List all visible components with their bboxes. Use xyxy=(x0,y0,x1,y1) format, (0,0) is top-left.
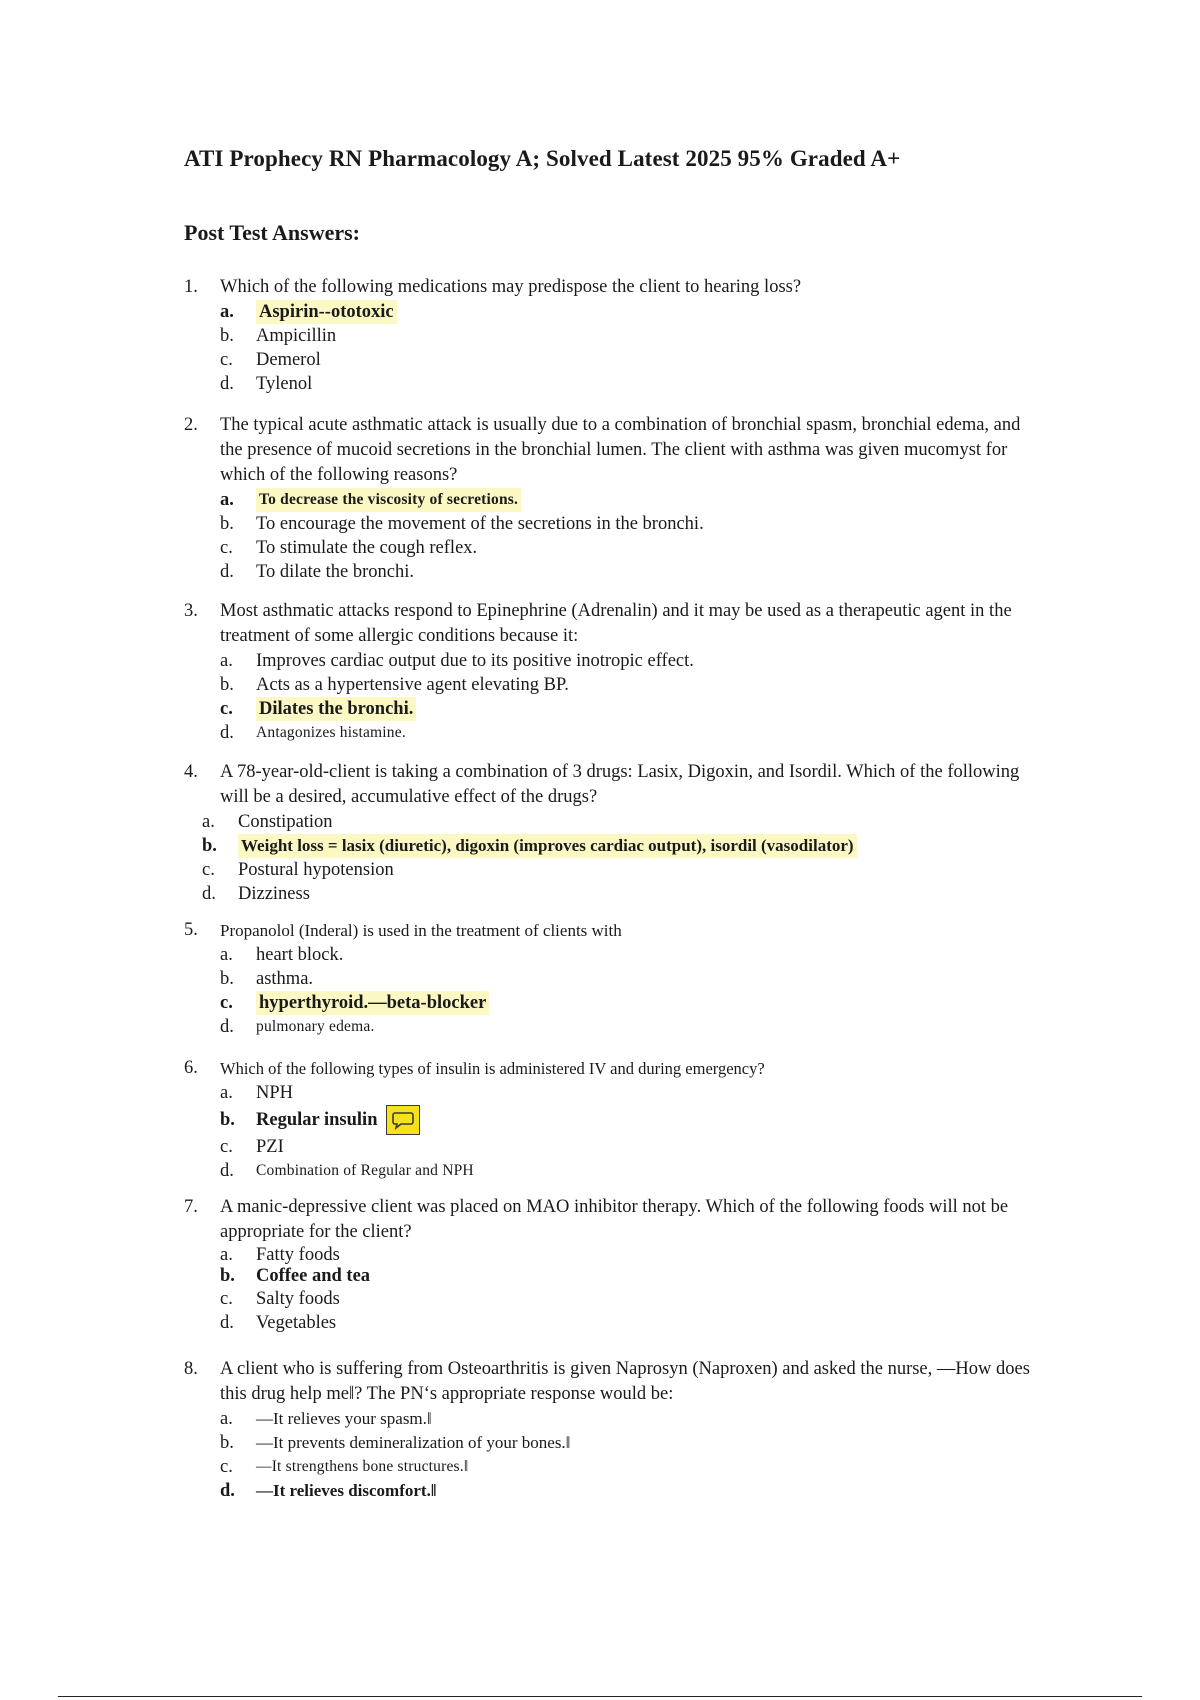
answer-option-b: b. To encourage the movement of the secretions in the bronchi. xyxy=(220,514,704,534)
answer-option-a: a. Aspirin--ototoxic xyxy=(184,300,1044,324)
answer-options xyxy=(184,649,1044,745)
document-title: ATI Prophecy RN Pharmacology A; Solved Latest 2025 95% Graded A+ xyxy=(184,146,901,171)
comment-icon[interactable] xyxy=(386,1105,420,1135)
answer-option-c: c. To stimulate the cough reflex. xyxy=(220,538,478,558)
question-4 xyxy=(184,760,1044,906)
answer-option-a: a. Fatty foods xyxy=(220,1245,340,1265)
answer-option-c: c. Dilates the bronchi. xyxy=(184,697,1044,721)
answer-option-b: b. —It prevents demineralization of your bones.‖ xyxy=(220,1433,571,1453)
question-7 xyxy=(184,1195,1044,1335)
question-text: Which of the following medications may predispose the client to hearing loss? xyxy=(220,277,802,297)
answer-option-b: b. Acts as a hypertensive agent elevating BP. xyxy=(220,675,569,695)
correct-answer: To decrease the viscosity of secretions. xyxy=(256,488,521,512)
answer-option-b: b. Weight loss = lasix (diuretic), digoxin (improves cardiac output), isordil (vasodilator) xyxy=(184,834,1044,858)
answer-option-c: c. PZI xyxy=(220,1137,284,1157)
question-text: A client who is suffering from Osteoarthritis is given Naprosyn (Naproxen) and asked the nurse, —How does this drug help me‖? The PN‘s appropriate response would be: xyxy=(220,1359,1030,1404)
answer-option-d: d. Vegetables xyxy=(220,1313,337,1333)
answer-option-c: c. —It strengthens bone structures.‖ xyxy=(220,1457,469,1477)
answer-option-d: d. pulmonary edema. xyxy=(220,1017,375,1037)
question-number: 6. xyxy=(184,1058,198,1078)
answer-options xyxy=(184,1245,1044,1335)
footer-divider xyxy=(58,1696,1142,1697)
answer-option-c: c. Demerol xyxy=(220,350,321,370)
answer-options xyxy=(184,1407,1044,1503)
answer-options xyxy=(184,810,1044,906)
question-text: A 78-year-old-client is taking a combination of 3 drugs: Lasix, Digoxin, and Isordil. Which of the following will be a desired, accumulative effect of the drugs? xyxy=(220,762,1020,807)
question-text: A manic-depressive client was placed on MAO inhibitor therapy. Which of the following foods will not be appropriate for the client? xyxy=(220,1197,1009,1242)
answer-option-c: c. hyperthyroid.—beta-blocker xyxy=(184,991,1044,1015)
question-text: Propanolol (Inderal) is used in the treatment of clients with xyxy=(220,921,622,940)
correct-answer: Weight loss = lasix (diuretic), digoxin (improves cardiac output), isordil (vasodilator) xyxy=(238,834,857,858)
answer-option-d: d. To dilate the bronchi. xyxy=(220,562,414,582)
question-6 xyxy=(184,1056,1044,1183)
answer-options xyxy=(184,943,1044,1039)
question-number: 8. xyxy=(184,1359,198,1379)
question-text: The typical acute asthmatic attack is usually due to a combination of bronchial spasm, bronchial edema, and the presence of mucoid secretions in the bronchial lumen. The client with asthma was given mucomyst for which of the following reasons? xyxy=(220,415,1021,485)
answer-options xyxy=(184,1081,1044,1183)
question-number: 2. xyxy=(184,415,198,435)
correct-answer: —It relieves discomfort.‖ xyxy=(256,1481,437,1500)
question-2 xyxy=(184,413,1044,584)
answer-option-c: c. Postural hypotension xyxy=(202,860,394,880)
answer-option-c: c. Salty foods xyxy=(220,1289,340,1309)
answer-option-a: a. NPH xyxy=(220,1083,294,1103)
answer-option-d: d. Antagonizes histamine. xyxy=(220,723,406,743)
correct-answer: Aspirin--ototoxic xyxy=(256,300,397,324)
answer-option-d: d. —It relieves discomfort.‖ xyxy=(220,1481,437,1501)
question-number: 3. xyxy=(184,601,198,621)
question-8 xyxy=(184,1357,1044,1503)
correct-answer: hyperthyroid.—beta-blocker xyxy=(256,991,489,1015)
answer-options xyxy=(184,488,1044,584)
correct-answer: Regular insulin xyxy=(256,1110,378,1130)
question-5 xyxy=(184,918,1044,1039)
answer-option-a: a. —It relieves your spasm.‖ xyxy=(220,1409,432,1429)
answer-option-d: d. Dizziness xyxy=(202,884,310,904)
answer-options xyxy=(184,300,1044,396)
answer-option-a: a. Constipation xyxy=(202,812,333,832)
question-3 xyxy=(184,599,1044,745)
answer-option-d: d. Combination of Regular and NPH xyxy=(220,1161,474,1181)
correct-answer: Coffee and tea xyxy=(256,1266,371,1286)
section-heading: Post Test Answers: xyxy=(184,220,361,245)
answer-option-b: b. Coffee and tea xyxy=(220,1266,371,1286)
answer-option-d: d. Tylenol xyxy=(220,374,313,394)
correct-answer: Dilates the bronchi. xyxy=(256,697,416,721)
answer-option-a: a. Improves cardiac output due to its positive inotropic effect. xyxy=(220,651,694,671)
answer-option-a: a. heart block. xyxy=(220,945,344,965)
question-1 xyxy=(184,275,1044,396)
answer-option-a: a. To decrease the viscosity of secretions. xyxy=(184,488,1044,512)
answer-option-b: b. Regular insulin xyxy=(184,1105,1044,1135)
answer-option-b: b. Ampicillin xyxy=(220,326,337,346)
question-number: 7. xyxy=(184,1197,198,1217)
question-number: 5. xyxy=(184,920,198,940)
question-text: Which of the following types of insulin is administered IV and during emergency? xyxy=(220,1059,765,1078)
question-text: Most asthmatic attacks respond to Epinephrine (Adrenalin) and it may be used as a therapeutic agent in the treatment of some allergic conditions because it: xyxy=(220,601,1012,646)
question-number: 4. xyxy=(184,762,198,782)
question-number: 1. xyxy=(184,277,198,297)
answer-option-b: b. asthma. xyxy=(220,969,314,989)
